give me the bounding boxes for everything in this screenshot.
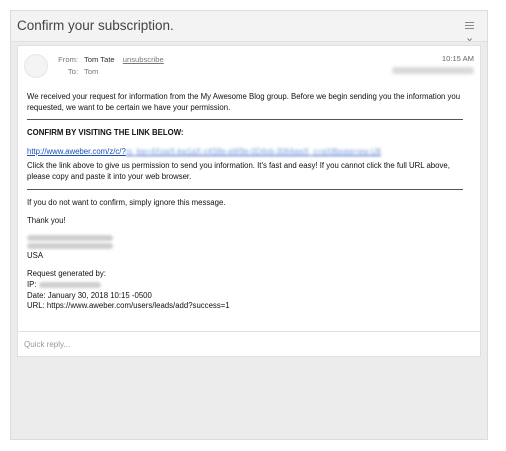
date-text: Date: January 30, 2018 10:15 -0500 <box>27 290 152 300</box>
to-label: To: <box>67 67 78 76</box>
redacted-city <box>27 243 113 249</box>
sender-name[interactable]: Tom Tate <box>83 55 115 64</box>
from-label: From: <box>58 55 78 64</box>
ignore-text: If you do not want to confirm, simply ignore this message. <box>27 197 226 207</box>
empty-area <box>11 361 487 439</box>
confirm-link-prefix: http://www.aweber.com/z/c/? <box>27 146 126 156</box>
thanks-text: Thank you! <box>27 216 66 226</box>
confirm-heading: CONFIRM BY VISITING THE LINK BELOW: <box>27 128 184 138</box>
confirm-link[interactable] <box>27 147 463 158</box>
confirm-link-redacted: rs_kw=4XxwX-kw1aX-c4S8e-aW9e-0D4xb-3064awX_c=aX8bxaw=ew-U8 <box>125 146 381 156</box>
message-time: 10:15 AM <box>441 54 474 63</box>
email-header <box>11 11 487 42</box>
divider <box>27 119 463 120</box>
instructions-text: Click the link above to give us permission to send you information. It's fast and easy! If you cannot click the full URL above, please copy and paste it into your web browser. <box>27 161 450 181</box>
country-text: USA <box>27 250 44 260</box>
message-meta <box>52 54 164 78</box>
message-body <box>27 92 463 312</box>
redacted-address <box>392 67 474 74</box>
redacted-ip <box>39 282 101 288</box>
menu-icon[interactable]: ⌄ <box>465 20 481 32</box>
request-label: Request generated by: <box>27 269 106 279</box>
unsubscribe-link[interactable]: unsubscribe <box>122 55 164 64</box>
quick-reply-input[interactable]: Quick reply... <box>17 331 481 357</box>
url-text: URL: https://www.aweber.com/users/leads/add?success=1 <box>27 301 230 311</box>
intro-text: We received your request for information from the My Awesome Blog group. Before we begin sending you the information you requested, we want to be certain we have your permission. <box>27 92 461 112</box>
email-subject: Confirm your subscription. <box>17 18 174 33</box>
redacted-street <box>27 235 113 241</box>
divider <box>27 189 463 190</box>
ip-line <box>27 280 463 291</box>
email-window <box>10 10 488 440</box>
avatar <box>24 54 48 78</box>
ip-label: IP: <box>27 280 37 289</box>
recipient-name[interactable]: Tom <box>83 67 99 76</box>
address-block <box>27 235 463 262</box>
message-card <box>17 45 481 357</box>
